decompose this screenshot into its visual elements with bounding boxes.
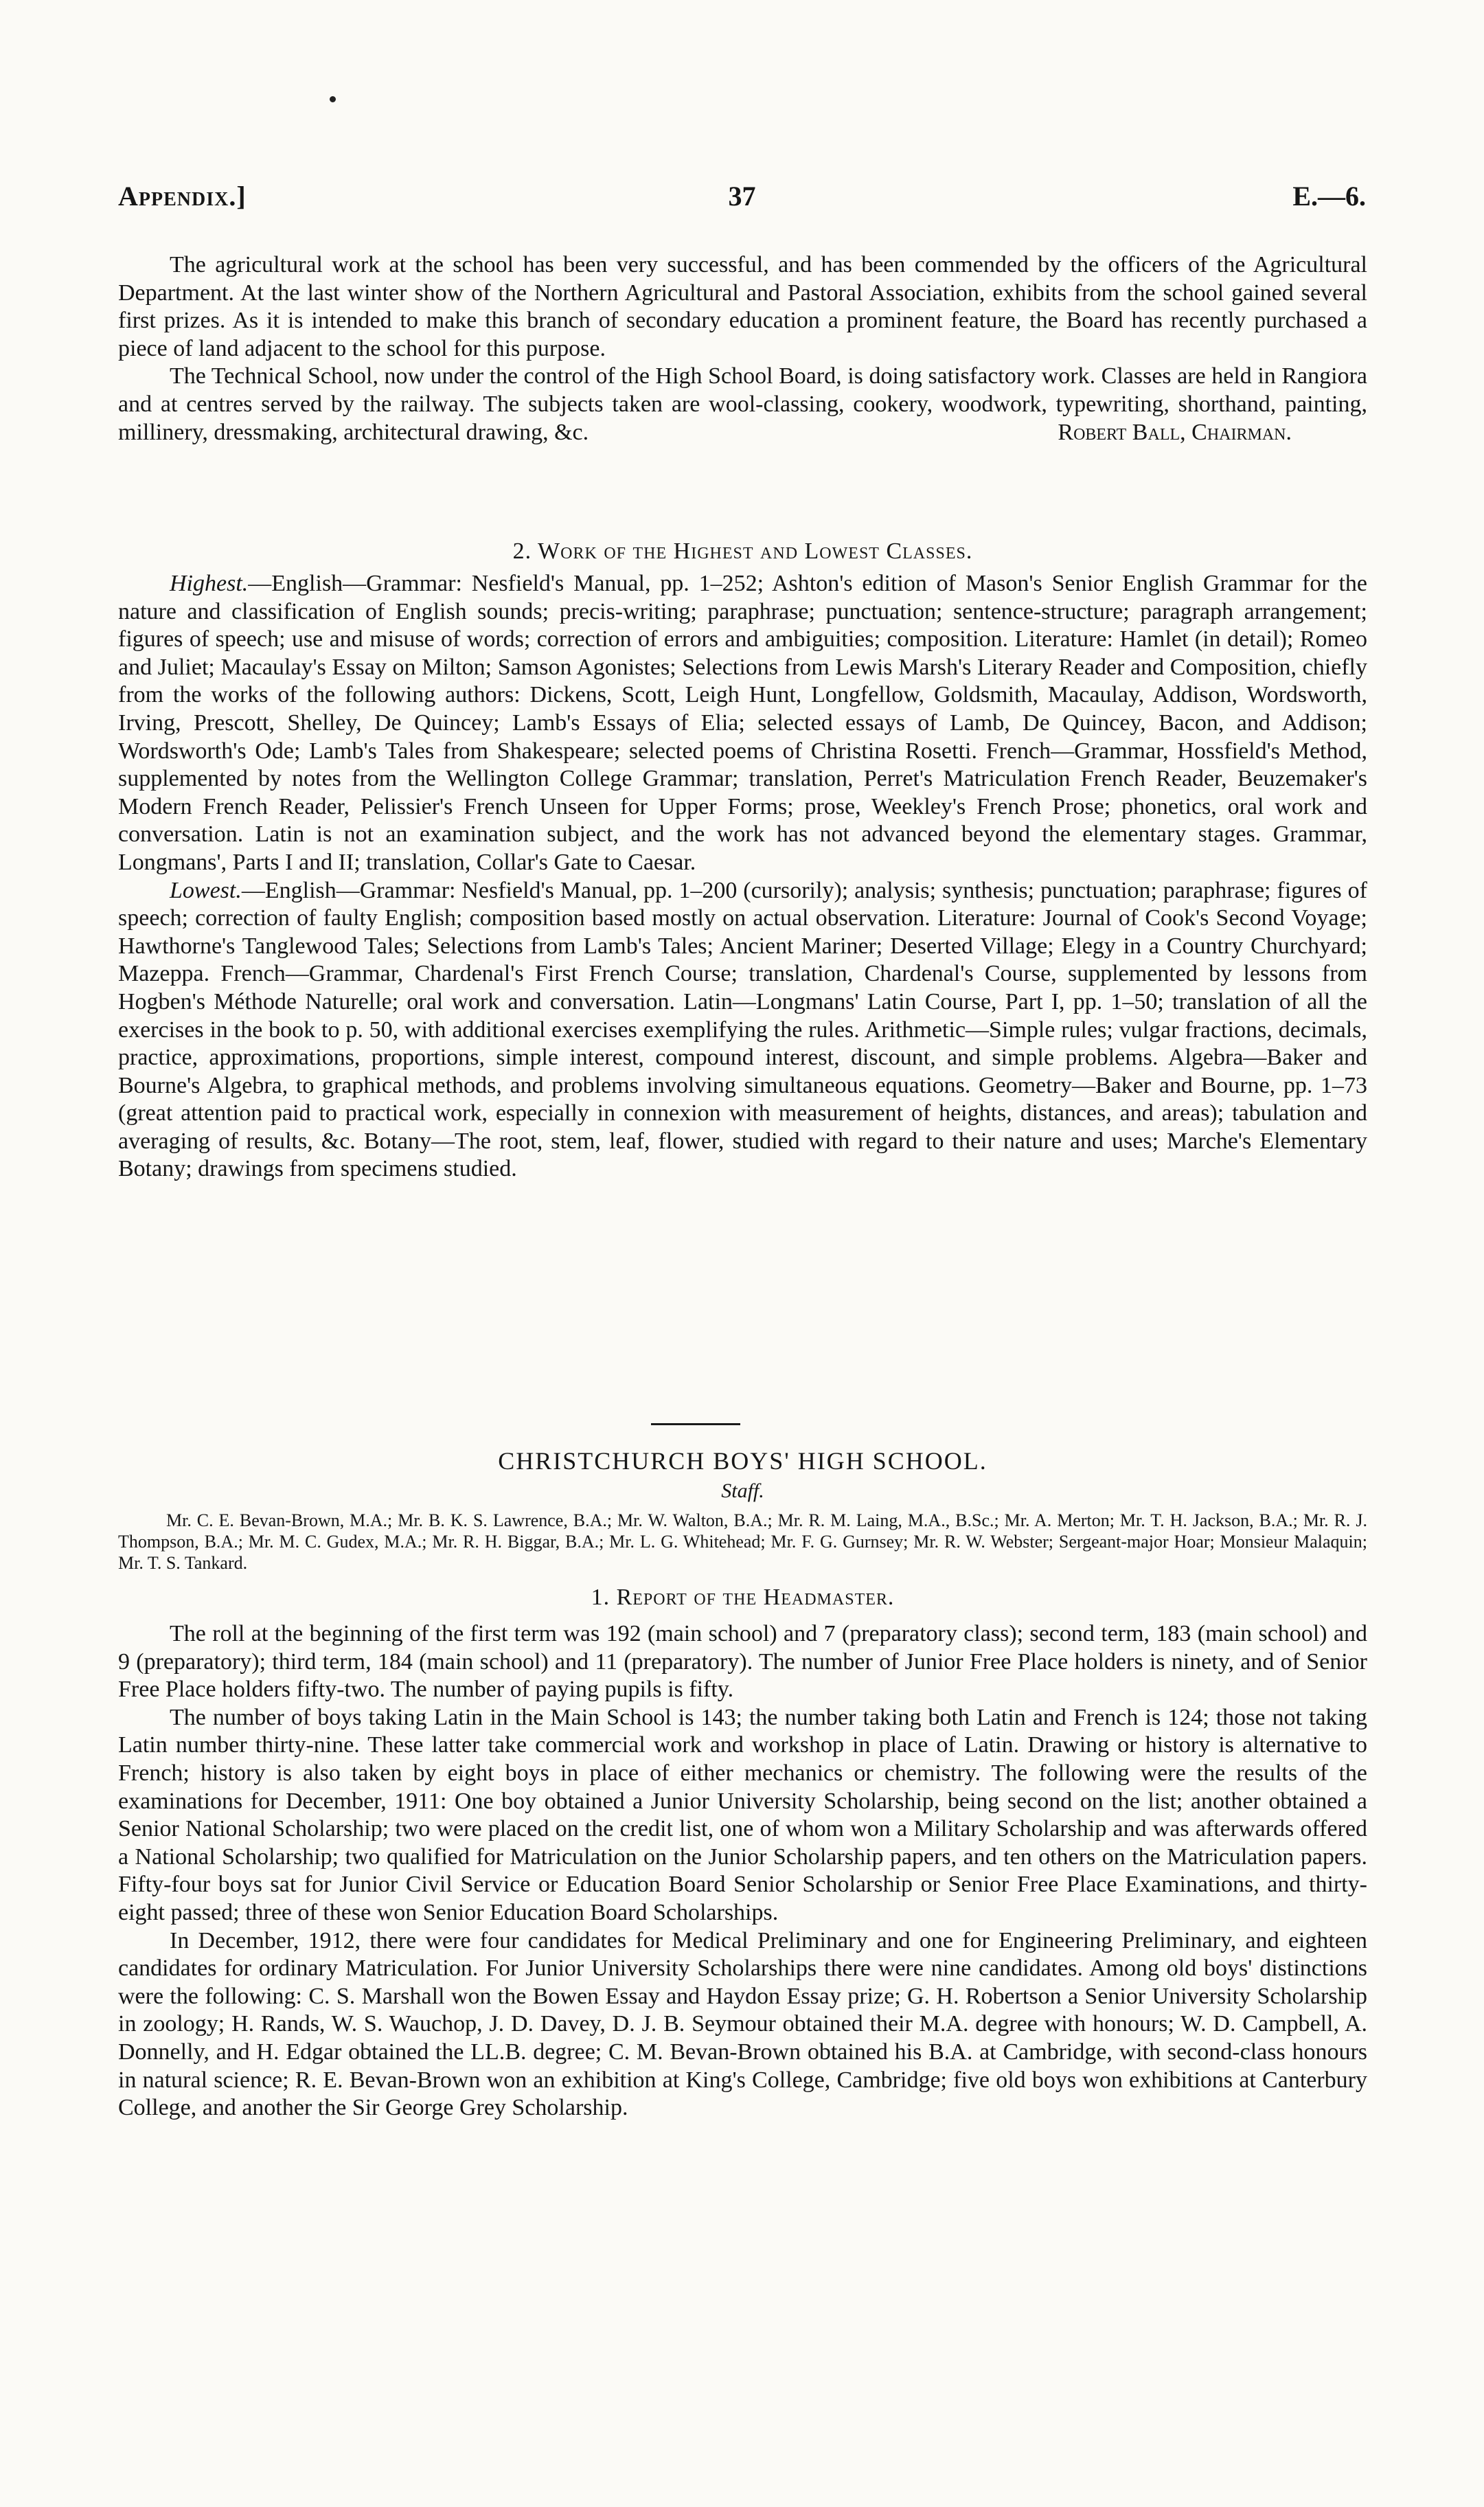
staff-list: Mr. C. E. Bevan-Brown, M.A.; Mr. B. K. S. Lawrence, B.A.; Mr. W. Walton, B.A.; Mr. R. M. Laing, M.A., B.Sc.; Mr. A. Merton; Mr. T. H. Jackson, B.A.; Mr. R. J. Thompson, B.A.; Mr. M. C. Gudex, M.A.; Mr. R. H. Biggar, B.A.; Mr. L. G. Whitehead; Mr. F. G. Gurnsey; Mr. R. W. Webster; Sergeant-major Hoar; Monsieur Malaquin; Mr. T. S. Tankard.: [118, 1510, 1367, 1573]
paragraph-latin: The number of boys taking Latin in the Main School is 143; the number taking both Latin and French is 124; those not taking Latin number thirty-nine. These latter take commercial work and workshop in place of Latin. Drawing or history is alternative to French; history is also taken by eight boys in place of either mechanics or chemistry. The following were the results of the examinations for December, 1911: One boy obtained a Junior University Scholarship, being second on the list; another obtained a Senior National Scholarship; two were placed on the credit list, one of whom won a Military Scholarship and was afterwards offered a National Scholarship; two qualified for Matriculation on the Junior Scholarship papers, and ten others on the Matriculation papers. Fifty-four boys sat for Junior Civil Service or Education Board Senior Scholarship or Senior Free Place Examinations, and thirty-eight passed; three of these won Senior Education Board Scholarships.: [118, 1704, 1367, 1925]
school-title: CHRISTCHURCH BOYS' HIGH SCHOOL.: [498, 1447, 988, 1475]
paragraph-distinctions: In December, 1912, there were four candidates for Medical Preliminary and one for Engineering Preliminary, and eighteen candidates for ordinary Matriculation. For Junior University Scholarships there were nine candidates. Among old boys' distinctions were the following: C. S. Marshall won the Bowen Essay and Haydon Essay prize; G. H. Robertson a Senior University Scholarship in zoology; H. Rands, W. S. Wauchop, J. D. Davey, D. J. B. Seymour obtained their M.A. degree with honours; W. D. Campbell, A. Donnelly, and H. Edgar obtained the LL.B. degree; C. M. Bevan-Brown obtained his B.A. at Cambridge, with second-class honours in natural science; R. E. Bevan-Brown won an exhibition at King's College, Cambridge; five old boys won exhibitions at Canterbury College, and another the Sir George Grey Scholarship.: [118, 1927, 1367, 2121]
section-divider: [651, 1423, 740, 1425]
lowest-text: —English—Grammar: Nesfield's Manual, pp. 1–200 (cursorily); analysis; synthesis; punctuation; paraphrase; figures of speech; correction of faulty English; composition based mostly on actual observation. Literature: Journal of Cook's Second Voyage; Hawthorne's Tanglewood Tales; Selections from Lamb's Tales; Ancient Mariner; Deserted Village; Elegy in a Country Churchyard; Mazeppa. French—Grammar, Chardenal's First French Course; translation, Chardenal's Course, supplemented by lessons from Hogben's Méthode Naturelle; oral work and conversation. Latin—Longmans' Latin Course, Part I, pp. 1–50; translation of all the exercises in the book to p. 50, with additional exercises exemplifying the rules. Arithmetic—Simple rules; vulgar fractions, decimals, practice, approximations, proportions, simple interest, compound interest, discount, and simple problems. Algebra—Baker and Bourne's Algebra, to graphical methods, and problems involving simultaneous equations. Geometry—Baker and Bourne, pp. 1–73 (great attention paid to practical work, especially in connexion with measurement of heights, distances, and areas); tabulation and averaging of results, &c. Botany—The root, stem, leaf, flower, studied with regard to their nature and uses; Marche's Elementary Botany; drawings from specimens studied.: [118, 877, 1367, 1182]
report-heading: 1. Report of the Headmaster.: [591, 1585, 895, 1610]
paragraph-highest: [118, 570, 1367, 877]
header-report-code: E.—6.: [1292, 181, 1366, 212]
paragraph-agricultural: The agricultural work at the school has been very successful, and has been commended by the officers of the Agricultural Department. At the last winter show of the Northern Agricultural and Pastoral Association, exhibits from the school gained several first prizes. As it is intended to make this branch of secondary education a prominent feature, the Board has recently purchased a piece of land adjacent to the school for this purpose.: [118, 252, 1367, 361]
paragraph-lowest: [118, 877, 1367, 1184]
lowest-label: Lowest.: [170, 877, 242, 903]
ink-speck: [330, 96, 336, 102]
header-page-number: 37: [728, 181, 756, 212]
highest-label: Highest.: [170, 571, 249, 596]
signature-name: Robert Ball, Chairman.: [1058, 419, 1292, 445]
header-appendix: Appendix.]: [118, 181, 247, 212]
section-work-classes: [118, 538, 1367, 1183]
paragraph-technical: The Technical School, now under the control of the High School Board, is doing satisfactory work. Classes are held in Rangiora and at centres served by the railway. The subjects taken are wool-classing, cookery, woodwork, typewriting, shorthand, painting, millinery, dressmaking, architectural drawing, &c.: [118, 363, 1367, 445]
page-header: [118, 180, 1366, 221]
paragraph-roll: The roll at the beginning of the first term was 192 (main school) and 7 (preparatory class); second term, 183 (main school) and 9 (preparatory); third term, 184 (main school) and 11 (preparatory). The number of Junior Free Place holders is ninety, and of Senior Free Place holders fifty-two. The number of paying pupils is fifty.: [118, 1621, 1367, 1703]
section-heading-work: 2. Work of the Highest and Lowest Classes.: [512, 538, 973, 564]
section-agricultural: [118, 251, 1367, 446]
staff-heading: Staff.: [721, 1479, 764, 1502]
section-christchurch: [118, 1447, 1367, 2122]
highest-text: —English—Grammar: Nesfield's Manual, pp. 1–252; Ashton's edition of Mason's Senior English Grammar for the nature and classification of English sounds; precis-writing; paraphrase; punctuation; sentence-structure; paragraph arrangement; figures of speech; use and misuse of words; correction of errors and ambiguities; composition. Literature: Hamlet (in detail); Romeo and Juliet; Macaulay's Essay on Milton; Samson Agonistes; Selections from Lewis Marsh's Literary Reader and Composition, chiefly from the works of the following authors: Dickens, Scott, Leigh Hunt, Longfellow, Goldsmith, Macaulay, Addison, Wordsworth, Irving, Prescott, Shelley, De Quincey; Lamb's Essays of Elia; selected essays of Lamb, De Quincey, Bacon, and Addison; Wordsworth's Ode; Lamb's Tales from Shakespeare; selected poems of Christina Rosetti. French—Grammar, Hossfield's Method, supplemented by notes from the Wellington College Grammar; translation, Perret's Matriculation French Reader, Beuzemaker's Modern French Reader, Pelissier's French Unseen for Upper Forms; prose, Weekley's French Prose; phonetics, oral work and conversation. Latin is not an examination subject, and the work has not advanced beyond the elementary stages. Grammar, Longmans', Parts I and II; translation, Collar's Gate to Caesar.: [118, 571, 1367, 875]
